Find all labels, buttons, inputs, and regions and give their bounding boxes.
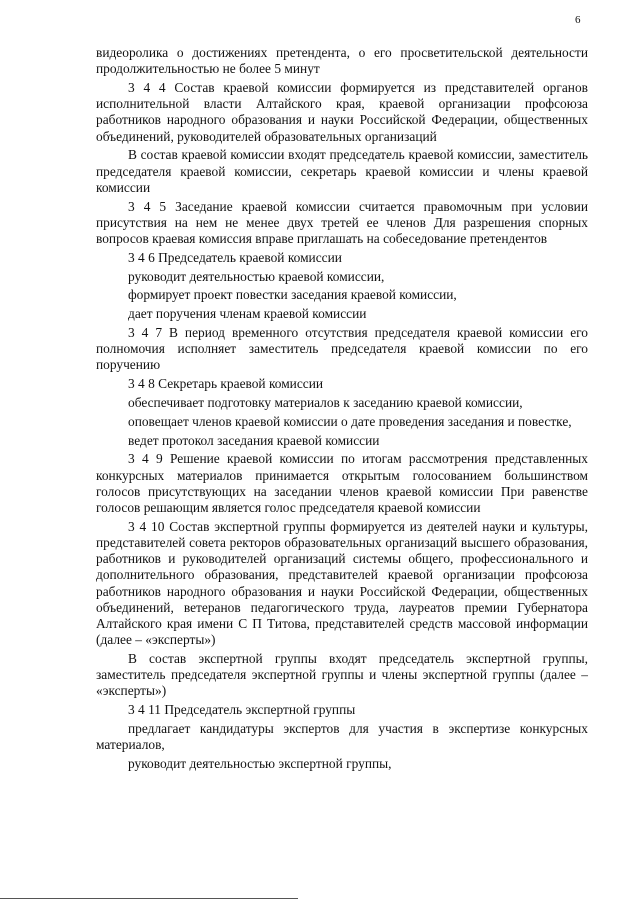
paragraph: 3 4 11 Председатель экспертной группы (128, 702, 356, 718)
scan-edge-line (0, 898, 298, 899)
page-number: 6 (575, 14, 581, 26)
document-body (96, 45, 588, 775)
paragraph: 3 4 4 Состав краевой комиссии формируется из представителей органов исполнительной власти Алтайского края, краевой организации профсоюза работников народного образования и науки Российской Федерации, общественных объединений, руководителей образовательных организаций (96, 80, 588, 144)
paragraph: руководит деятельностью экспертной группы, (128, 756, 392, 772)
paragraph: ведет протокол заседания краевой комиссии (128, 432, 380, 448)
paragraph: В состав краевой комиссии входят председатель краевой комиссии, заместитель председателя краевой комиссии, секретарь краевой комиссии и члены краевой комиссии (96, 147, 588, 195)
paragraph: видеоролика о достижениях претендента, о его просветительской деятельности продолжительностью не более 5 минут (96, 45, 588, 77)
paragraph: 3 4 10 Состав экспертной группы формируется из деятелей науки и культуры, представителей совета ректоров образовательных организаций высшего образования, работников и руководителей организаций системы общего, профессионального и дополнительного образования, представителей краевой организации профсоюза работников народного образования и науки Российской Федерации, общественных объединений, ветеранов педагогического труда, лауреатов премии Губернатора Алтайского края имени С П Титова, представителей средств массовой информации (далее – «эксперты») (96, 518, 588, 648)
paragraph: обеспечивает подготовку материалов к заседанию краевой комиссии, (128, 395, 523, 410)
paragraph: оповещает членов краевой комиссии о дате проведения заседания и повестке, (128, 413, 572, 429)
paragraph: формирует проект повестки заседания краевой комиссии, (128, 287, 457, 303)
paragraph: дает поручения членам краевой комиссии (128, 306, 367, 322)
paragraph: 3 4 7 В период временного отсутствия председателя краевой комиссии его полномочия исполняет заместитель председателя краевой комиссии по его поручению (96, 325, 588, 373)
paragraph: предлагает кандидатуры экспертов для участия в экспертизе конкурсных материалов, (96, 721, 588, 753)
paragraph: В состав экспертной группы входят председатель экспертной группы, заместитель председателя экспертной группы и члены экспертной группы (далее – «эксперты») (96, 651, 588, 699)
paragraph: 3 4 5 Заседание краевой комиссии считается правомочным при условии присутствия на нем не менее двух третей ее членов Для разрешения спорных вопросов краевая комиссия вправе приглашать на собеседование претендентов (96, 198, 588, 247)
paragraph: руководит деятельностью краевой комиссии, (128, 268, 385, 284)
paragraph: 3 4 8 Секретарь краевой комиссии (128, 376, 324, 392)
paragraph: 3 4 6 Председатель краевой комиссии (128, 249, 342, 265)
paragraph: 3 4 9 Решение краевой комиссии по итогам рассмотрения представленных конкурсных материалов принимается открытым голосованием большинством голосов присутствующих на заседании членов краевой комиссии При равенстве голосов решающим является голос председателя краевой комиссии (96, 451, 588, 515)
